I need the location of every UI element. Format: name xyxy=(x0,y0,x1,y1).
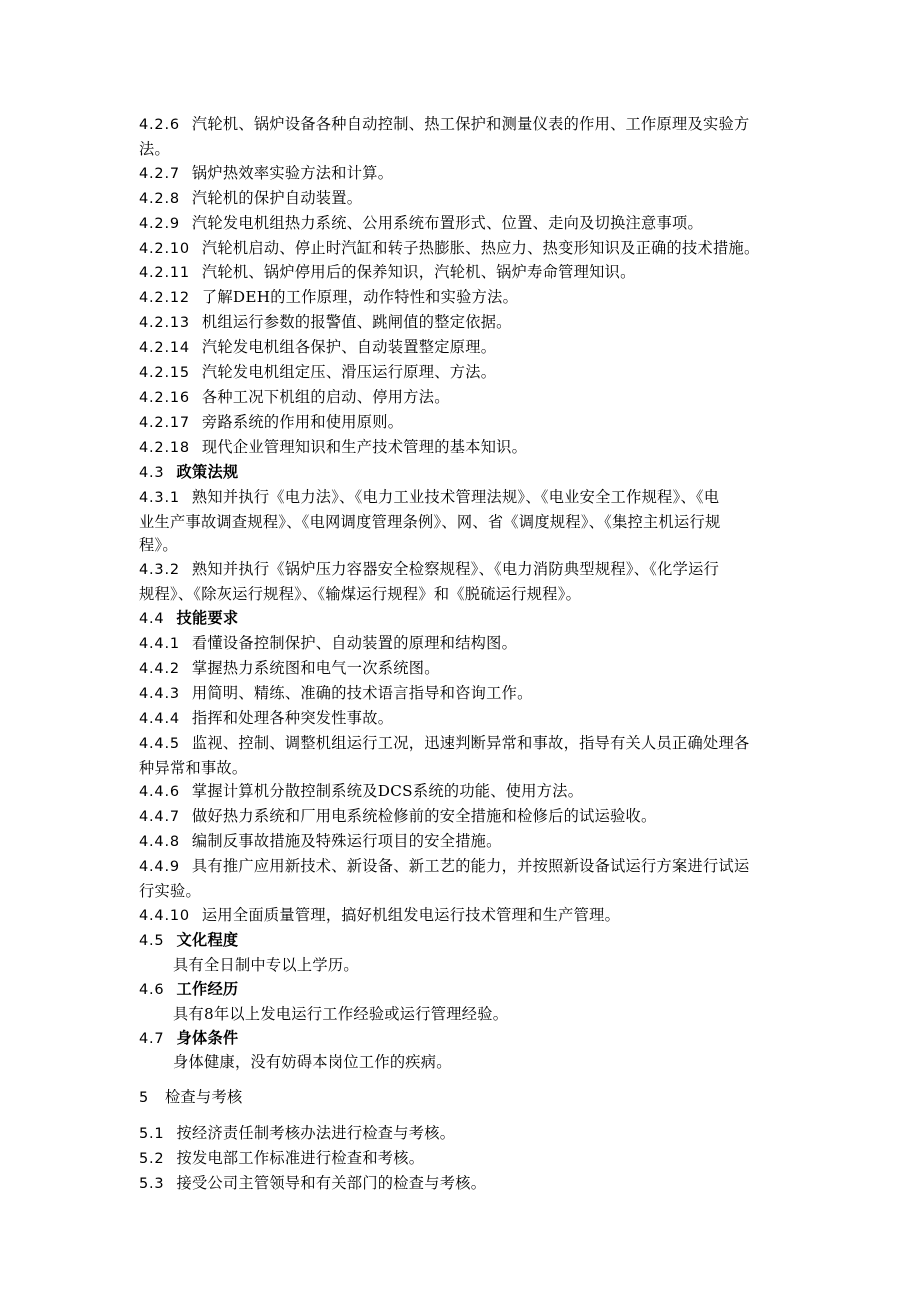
clause-text: 业生产事故调查规程》、《电网调度管理条例》、网、省《调度规程》、《集控主机运行规 xyxy=(139,512,721,531)
clause-number: 4.4.6 xyxy=(139,784,180,801)
clause-number: 4.2.9 xyxy=(139,215,180,232)
clause-4-4-8 xyxy=(139,830,784,855)
clause-text: 掌握计算机分散控制系统及DCS系统的功能、使用方法。 xyxy=(191,782,584,801)
clause-number: 4.2.7 xyxy=(139,165,180,182)
paragraph-text: 具有全日制中专以上学历。 xyxy=(173,955,359,974)
clause-number: 4.4.5 xyxy=(139,735,180,752)
paragraph-text: 身体健康，没有妨碍本岗位工作的疾病。 xyxy=(173,1053,452,1072)
section-number: 4.5 xyxy=(139,932,165,949)
section-title: 文化程度 xyxy=(176,930,239,949)
section-heading-4-3 xyxy=(139,461,784,486)
clause-text: 种异常和事故。 xyxy=(139,758,248,777)
section-heading-4-5 xyxy=(139,929,784,954)
clause-text: 汽轮发电机组热力系统、公用系统布置形式、位置、走向及切换注意事项。 xyxy=(191,213,703,232)
clause-number: 4.4.3 xyxy=(139,685,180,702)
chapter-heading-5 xyxy=(139,1086,784,1111)
clause-text: 汽轮机的保护自动装置。 xyxy=(191,188,363,207)
clause-4-4-9 xyxy=(139,855,784,880)
paragraph-4-5 xyxy=(139,954,784,978)
clause-4-4-2 xyxy=(139,657,784,682)
clause-number: 4.2.11 xyxy=(139,265,190,282)
clause-4-3-1-cont xyxy=(139,511,784,535)
clause-4-4-7 xyxy=(139,805,784,830)
clause-text: 了解DEH的工作原理，动作特性和实验方法。 xyxy=(201,288,519,307)
paragraph-text: 具有8年以上发电运行工作经验或运行管理经验。 xyxy=(173,1004,509,1023)
clause-4-4-3 xyxy=(139,682,784,707)
spacer xyxy=(139,1111,784,1122)
clause-4-3-2-cont xyxy=(139,583,784,607)
clause-text: 汽轮机、锅炉设备各种自动控制、热工保护和测量仪表的作用、工作原理及实验方 xyxy=(191,115,750,133)
clause-4-3-1-cont2 xyxy=(139,534,784,558)
chapter-number: 5 xyxy=(139,1090,150,1107)
section-number: 4.6 xyxy=(139,981,165,998)
clause-text: 做好热力系统和厂用电系统检修前的安全措施和检修后的试运验收。 xyxy=(191,807,657,826)
clause-4-2-7 xyxy=(139,162,784,187)
clause-text: 具有推广应用新技术、新设备、新工艺的能力，并按照新设备试运行方案进行试运 xyxy=(191,857,750,876)
clause-4-2-9 xyxy=(139,212,784,237)
clause-text: 监视、控制、调整机组运行工况，迅速判断异常和事故，指导有关人员正确处理各 xyxy=(191,733,750,752)
clause-text: 用简明、精练、准确的技术语言指导和咨询工作。 xyxy=(191,683,533,702)
clause-number: 4.4.1 xyxy=(139,636,180,653)
section-title: 政策法规 xyxy=(176,462,239,481)
clause-number: 4.2.10 xyxy=(139,240,190,257)
clause-number: 4.2.16 xyxy=(139,389,190,406)
clause-5-3 xyxy=(139,1172,784,1197)
clause-text: 熟知并执行《锅炉压力容器安全检察规程》、《电力消防典型规程》、《化学运行 xyxy=(191,560,720,579)
clause-4-2-12 xyxy=(139,286,784,311)
clause-text: 编制反事故措施及特殊运行项目的安全措施。 xyxy=(191,832,502,851)
clause-4-2-8 xyxy=(139,187,784,212)
clause-4-4-6 xyxy=(139,780,784,805)
clause-4-4-9-cont xyxy=(139,880,784,904)
clause-4-2-15 xyxy=(139,361,784,386)
clause-number: 4.3.1 xyxy=(139,489,180,506)
clause-number: 5.2 xyxy=(139,1151,165,1168)
clause-number: 4.2.17 xyxy=(139,414,190,431)
clause-number: 4.3.2 xyxy=(139,562,180,579)
clause-number: 4.4.7 xyxy=(139,809,180,826)
clause-4-2-17 xyxy=(139,411,784,436)
section-number: 4.4 xyxy=(139,611,165,628)
paragraph-4-6 xyxy=(139,1003,784,1027)
clause-text: 汽轮机、锅炉停用后的保养知识，汽轮机、锅炉寿命管理知识。 xyxy=(201,263,636,282)
clause-text: 汽轮机启动、停止时汽缸和转子热膨胀、热应力、热变形知识及正确的技术措施。 xyxy=(201,238,760,257)
clause-4-2-6 xyxy=(139,113,784,138)
clause-text: 熟知并执行《电力法》、《电力工业技术管理法规》、《电业安全工作规程》、《电 xyxy=(191,487,720,506)
clause-text: 旁路系统的作用和使用原则。 xyxy=(201,412,404,431)
section-heading-4-6 xyxy=(139,978,784,1003)
clause-number: 4.2.15 xyxy=(139,365,190,382)
section-title: 身体条件 xyxy=(176,1028,239,1047)
paragraph-4-7 xyxy=(139,1051,784,1075)
clause-text: 汽轮发电机组各保护、自动装置整定原理。 xyxy=(201,338,497,357)
chapter-title: 检查与考核 xyxy=(165,1088,243,1107)
clause-text: 机组运行参数的报警值、跳闸值的整定依据。 xyxy=(201,313,512,332)
clause-number: 4.4.8 xyxy=(139,834,180,851)
clause-4-2-18 xyxy=(139,436,784,461)
clause-5-1 xyxy=(139,1122,784,1147)
clause-text: 汽轮发电机组定压、滑压运行原理、方法。 xyxy=(201,363,497,382)
clause-number: 4.4.2 xyxy=(139,660,180,677)
clause-4-4-5-cont xyxy=(139,757,784,781)
clause-text: 各种工况下机组的启动、停用方法。 xyxy=(201,387,450,406)
clause-number: 4.4.4 xyxy=(139,710,180,727)
clause-number: 4.2.12 xyxy=(139,290,190,307)
clause-text: 程》。 xyxy=(139,536,178,555)
clause-number: 4.4.10 xyxy=(139,908,190,924)
clause-number: 4.2.6 xyxy=(139,117,180,133)
clause-number: 4.4.9 xyxy=(139,859,180,876)
section-heading-4-4 xyxy=(139,607,784,632)
clause-4-2-16 xyxy=(139,386,784,411)
clause-number: 5.1 xyxy=(139,1126,165,1143)
clause-4-4-4 xyxy=(139,707,784,732)
clause-text: 指挥和处理各种突发性事故。 xyxy=(191,708,394,727)
clause-4-4-5 xyxy=(139,732,784,757)
clause-text: 现代企业管理知识和生产技术管理的基本知识。 xyxy=(201,437,528,456)
document-body xyxy=(139,113,784,1197)
clause-4-2-11 xyxy=(139,261,784,286)
clause-4-2-13 xyxy=(139,311,784,336)
clause-text: 按经济责任制考核办法进行检查与考核。 xyxy=(176,1124,456,1143)
clause-text: 按发电部工作标准进行检查和考核。 xyxy=(176,1149,425,1168)
clause-4-4-10 xyxy=(139,904,784,929)
clause-number: 5.3 xyxy=(139,1176,165,1193)
clause-number: 4.2.14 xyxy=(139,340,190,357)
clause-number: 4.2.8 xyxy=(139,190,180,207)
clause-text: 运用全面质量管理，搞好机组发电运行技术管理和生产管理。 xyxy=(201,906,621,924)
clause-4-2-10 xyxy=(139,237,784,262)
clause-4-3-2 xyxy=(139,558,784,583)
clause-text: 接受公司主管领导和有关部门的检查与考核。 xyxy=(176,1174,487,1193)
clause-5-2 xyxy=(139,1147,784,1172)
clause-4-4-1 xyxy=(139,632,784,657)
clause-text: 掌握热力系统图和电气一次系统图。 xyxy=(191,658,440,677)
section-title: 技能要求 xyxy=(176,609,239,628)
clause-text: 看懂设备控制保护、自动装置的原理和结构图。 xyxy=(191,634,518,653)
clause-text: 规程》、《除灰运行规程》、《输煤运行规程》和《脱硫运行规程》。 xyxy=(139,585,582,604)
clause-4-2-14 xyxy=(139,336,784,361)
clause-4-2-6-cont xyxy=(139,138,784,162)
section-heading-4-7 xyxy=(139,1027,784,1052)
clause-number: 4.2.18 xyxy=(139,439,190,456)
clause-text: 锅炉热效率实验方法和计算。 xyxy=(191,163,394,182)
clause-4-3-1 xyxy=(139,486,784,511)
section-number: 4.3 xyxy=(139,464,165,481)
section-title: 工作经历 xyxy=(176,979,239,998)
spacer xyxy=(139,1075,784,1086)
section-number: 4.7 xyxy=(139,1030,165,1047)
clause-text: 法。 xyxy=(139,139,170,158)
clause-text: 行实验。 xyxy=(139,882,201,901)
clause-number: 4.2.13 xyxy=(139,315,190,332)
